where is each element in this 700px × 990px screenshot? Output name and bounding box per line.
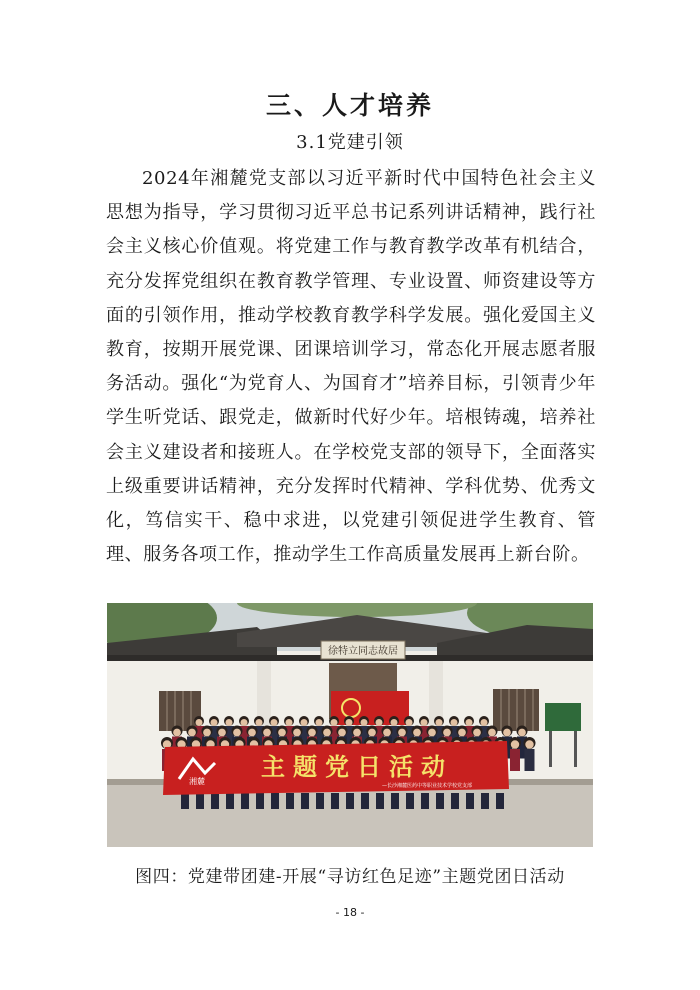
group-photo bbox=[107, 603, 593, 847]
banner-text: 主题党日活动 bbox=[261, 753, 453, 781]
section-title: 三、人才培养 bbox=[265, 91, 434, 120]
subsection-title: 3.1党建引领 bbox=[296, 132, 404, 153]
banner-logo-text: 湘麓 bbox=[189, 777, 205, 786]
body-paragraph: 2024年湘麓党支部以习近平新时代中国特色社会主义思想为指导，学习贯彻习近平总书记系列讲话精神，践行社会主义核心价值观。将党建工作与教育教学改革有机结合，充分发挥党组织在教育教学管理、专业设置、师资建设等方面的引领作用，推动学校教育教学科学发展。强化爱国主义教育，按期开展党课、团课培训学习，常态化开展志愿者服务活动。强化“为党育人、为国育才”培养目标，引领青少年学生听党话、跟党走，做新时代好少年。培根铸魂，培养社会主义建设者和接班人。在学校党支部的领导下，全面落实上级重要讲话精神，充分发挥时代精神、学科优势、优秀文化，笃信实干、稳中求进，以党建引领促进学生教育、管理、服务各项工作，推动学生工作高质量发展再上新台阶。 bbox=[106, 168, 596, 566]
plaque-text: 徐特立同志故居 bbox=[328, 646, 398, 657]
banner-subtext: —长沙湘麓医药中等职业技术学校党支部 bbox=[381, 783, 473, 789]
page-number: - 18 - bbox=[335, 906, 365, 919]
photo-caption: 图四：党建带团建-开展“寻访红色足迹”主题党团日活动 bbox=[135, 867, 565, 887]
